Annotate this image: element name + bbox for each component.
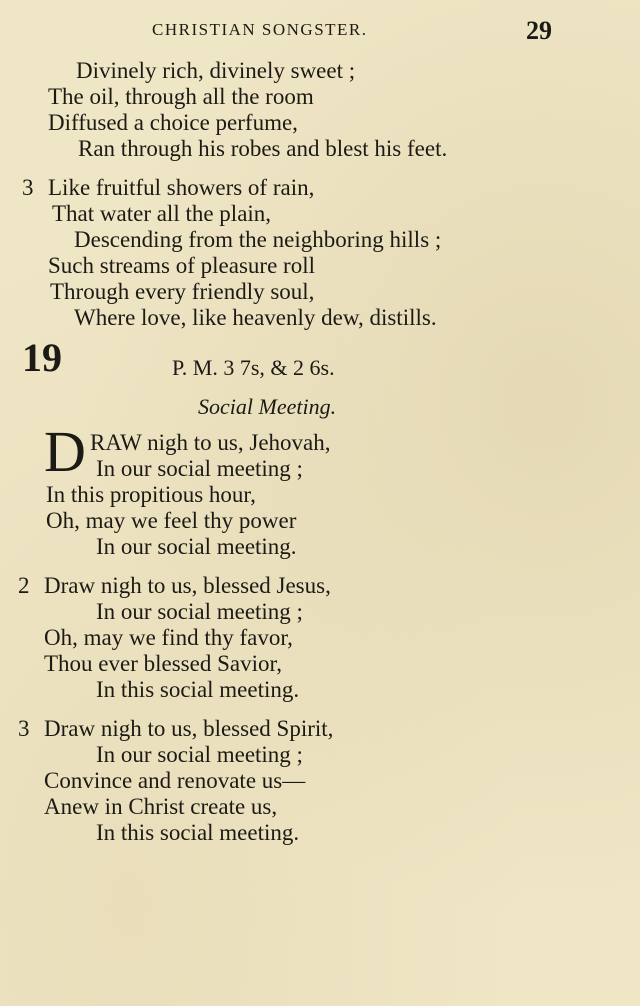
verse-line: In our social meeting ;	[96, 742, 303, 767]
verse-line: Oh, may we feel thy power	[46, 508, 297, 533]
verse-line: Draw nigh to us, blessed Spirit,	[44, 716, 334, 741]
verse-line: Diffused a choice perfume,	[48, 110, 298, 135]
verse-line: In our social meeting.	[96, 534, 297, 559]
verse-line: In our social meeting ;	[96, 456, 303, 481]
hymn-number: 19	[22, 335, 62, 380]
verse-line: Draw nigh to us, blessed Jesus,	[44, 573, 331, 598]
verse-number: 3	[22, 175, 34, 200]
verse-line: Oh, may we find thy favor,	[44, 625, 293, 650]
verse-line: Such streams of pleasure roll	[48, 253, 315, 278]
verse-line: That water all the plain,	[52, 201, 272, 226]
verse-line: Anew in Christ create us,	[44, 794, 278, 819]
verse-line: Like fruitful showers of rain,	[48, 175, 315, 200]
verse-line: In this social meeting.	[96, 820, 300, 845]
hymn-meter: P. M. 3 7s, & 2 6s.	[172, 355, 335, 380]
running-title: CHRISTIAN SONGSTER.	[152, 20, 368, 39]
drop-cap: D	[44, 419, 86, 484]
verse-line: In this social meeting.	[96, 677, 300, 702]
verse-number: 3	[18, 716, 30, 741]
page-number: 29	[526, 16, 552, 45]
verse-line: Through every friendly soul,	[50, 279, 315, 304]
verse-line: Thou ever blessed Savior,	[44, 651, 282, 676]
verse-line: The oil, through all the room	[48, 84, 314, 109]
page-header	[0, 18, 640, 44]
verse-line: Ran through his robes and blest his feet.	[78, 136, 448, 161]
verse-line: Convince and renovate us—	[44, 768, 306, 793]
verse-line: Descending from the neighboring hills ;	[74, 227, 442, 252]
hymn-title: Social Meeting.	[198, 394, 337, 419]
verse-line: Divinely rich, divinely sweet ;	[76, 58, 356, 83]
verse-line: In this propitious hour,	[46, 482, 256, 507]
verse-line: In our social meeting ;	[96, 599, 303, 624]
verse-line: Where love, like heavenly dew, distills.	[74, 305, 437, 330]
verse-number: 2	[18, 573, 30, 598]
verse-line: RAW nigh to us, Jehovah,	[90, 430, 331, 455]
